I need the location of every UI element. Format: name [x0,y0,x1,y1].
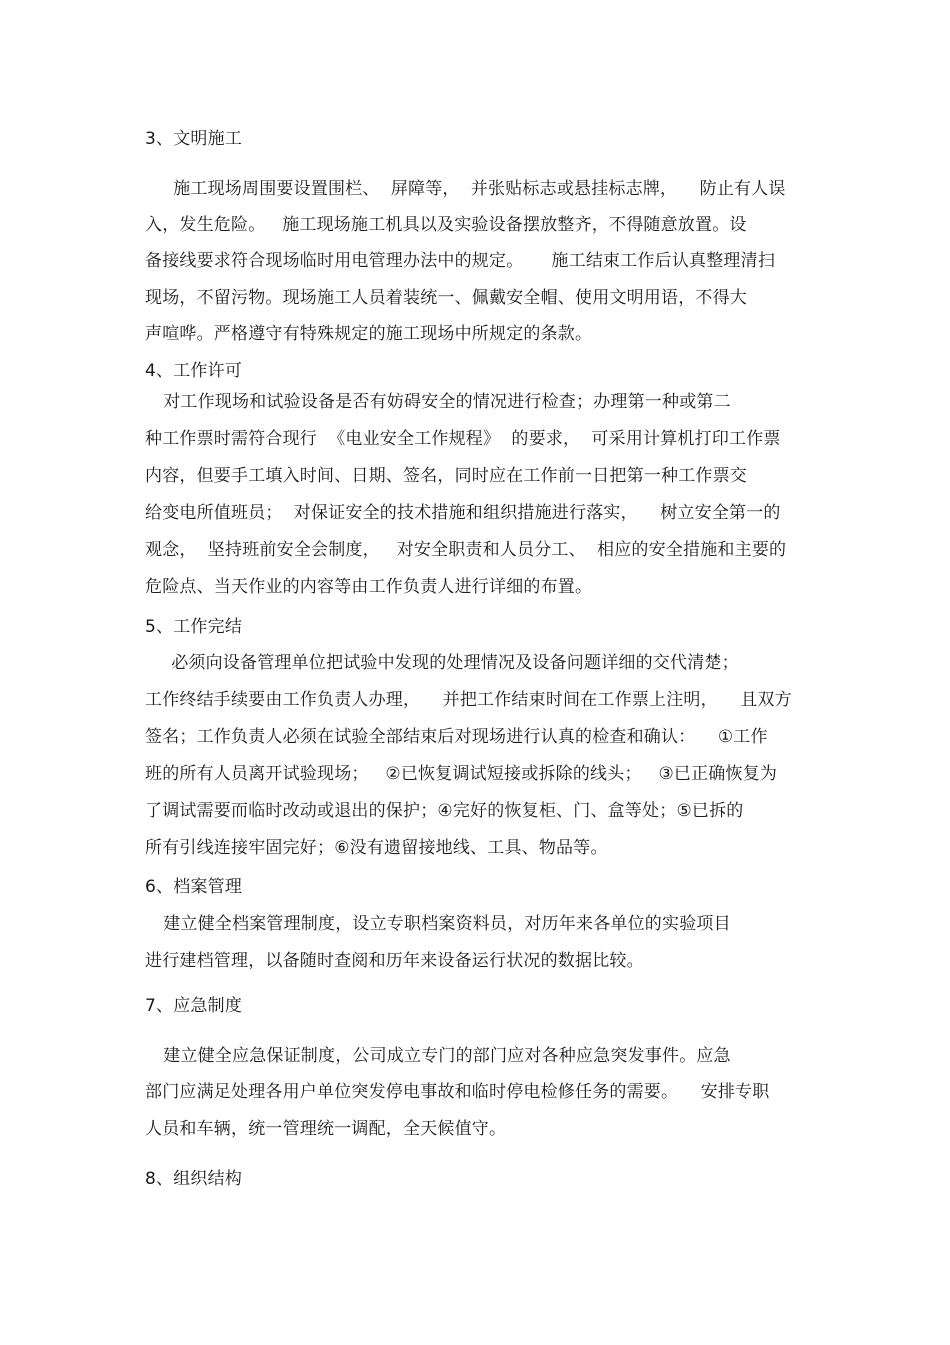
section-5-line-6: 所有引线连接牢固完好；⑥没有遗留接地线、工具、物品等。 [145,838,608,858]
section-3-line-1: 施工现场周围要设置围栏、 屏障等， 并张贴标志或悬挂标志牌， 防止有人误 [162,179,786,199]
section-8-heading: 8、组织结构 [145,1169,243,1189]
section-7-heading: 7、应急制度 [145,996,243,1016]
section-4-line-5: 观念， 坚持班前安全会制度， 对安全职责和人员分工、 相应的安全措施和主要的 [145,540,787,560]
section-5-line-1: 必须向设备管理单位把试验中发现的处理情况及设备问题详细的交代清楚； [160,653,739,673]
section-6-line-2: 进行建档管理，以备随时查阅和历年来设备运行状况的数据比较。 [145,951,644,971]
section-5-line-4: 班的所有人员离开试验现场； ②已恢复调试短接或拆除的线头； ③已正确恢复为 [145,764,778,784]
section-3-heading: 3、文明施工 [145,129,243,149]
section-5-line-2: 工作终结手续要由工作负责人办理， 并把工作结束时间在工作票上注明， 且双方 [145,690,792,710]
section-4-heading: 4、工作许可 [145,361,243,381]
section-4-line-3: 内容，但要手工填入时间、日期、签名，同时应在工作前一日把第一种工作票交 [145,466,747,486]
section-5-heading: 5、工作完结 [145,617,243,637]
section-5-line-5: 了调试需要而临时改动或退出的保护；④完好的恢复柜、门、盒等处；⑤已拆的 [145,801,744,821]
section-4-line-4: 给变电所值班员； 对保证安全的技术措施和组织措施进行落实， 树立安全第一的 [145,503,781,523]
section-3-line-5: 声喧哗。严格遵守有特殊规定的施工现场中所规定的条款。 [145,324,593,344]
section-3-line-2: 入，发生危险。 施工现场施工机具以及实验设备摆放整齐，不得随意放置。设 [145,215,747,235]
section-4-line-2: 种工作票时需符合现行 《电业安全工作规程》 的要求， 可采用计算机打印工作票 [145,429,781,449]
section-7-line-2: 部门应满足处理各用户单位突发停电事故和临时停电检修任务的需要。 安排专职 [145,1082,770,1102]
section-5-line-3: 签名；工作负责人必须在试验全部结束后对现场进行认真的检查和确认： ①工作 [145,727,768,747]
section-6-heading: 6、档案管理 [145,877,243,897]
section-4-line-6: 危险点、当天作业的内容等由工作负责人进行详细的布置。 [145,577,593,597]
section-7-line-1: 建立健全应急保证制度，公司成立专门的部门应对各种应急突发事件。应急 [152,1046,731,1066]
section-6-line-1: 建立健全档案管理制度，设立专职档案资料员，对历年来各单位的实验项目 [152,914,731,934]
section-7-line-3: 人员和车辆，统一管理统一调配，全天候值守。 [145,1119,507,1139]
section-3-line-3: 备接线要求符合现场临时用电管理办法中的规定。 施工结束工作后认真整理清扫 [145,251,776,271]
section-3-line-4: 现场，不留污物。现场施工人员着装统一、佩戴安全帽、使用文明用语，不得大 [145,288,747,308]
section-4-line-1: 对工作现场和试验设备是否有妨碍安全的情况进行检查；办理第一种或第二 [152,392,731,412]
